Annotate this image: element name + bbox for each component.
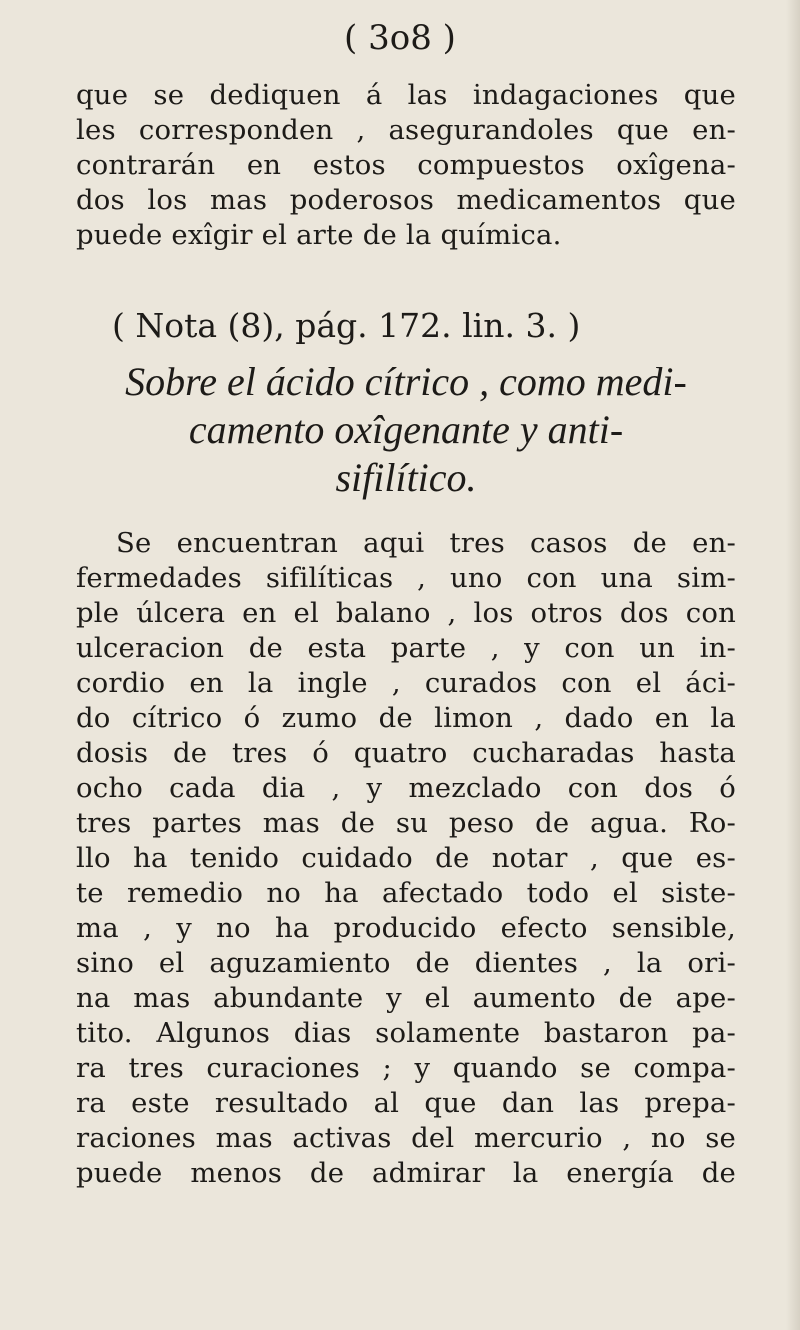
text-line: puede exîgir el arte de la química. [76, 219, 562, 251]
text-line: na mas abundante y el aumento de ape- [76, 982, 736, 1014]
text-line: ra este resultado al que dan las prepa- [76, 1087, 736, 1119]
text-line: ple úlcera en el balano , los otros dos con [76, 597, 736, 629]
note-reference: ( Nota (8), pág. 172. lin. 3. ) [112, 306, 581, 345]
top-paragraph [76, 78, 736, 253]
page-number: ( 3o8 ) [344, 18, 456, 58]
text-line: raciones mas activas del mercurio , no se [76, 1122, 736, 1154]
text-line: les corresponden , asegurandoles que en- [76, 114, 736, 146]
heading-line: Sobre el ácido cítrico , como medi- [125, 359, 687, 404]
text-line: ma , y no ha producido efecto sensible, [76, 912, 736, 944]
text-line: ocho cada dia , y mezclado con dos ó [76, 772, 736, 804]
text-line: sino el aguzamiento de dientes , la ori- [76, 947, 736, 979]
text-line: puede menos de admirar la energía de [76, 1157, 736, 1189]
text-line: tito. Algunos dias solamente bastaron pa- [76, 1017, 736, 1049]
heading-line: sifilítico. [335, 455, 477, 500]
text-line: contrarán en estos compuestos oxîgena- [76, 149, 736, 181]
text-line: Se encuentran aqui tres casos de en- [116, 527, 736, 559]
text-line: dosis de tres ó quatro cucharadas hasta [76, 737, 736, 769]
text-line: tres partes mas de su peso de agua. Ro- [76, 807, 736, 839]
page-edge-shadow [786, 0, 800, 1330]
text-line: ulceracion de esta parte , y con un in- [76, 632, 736, 664]
text-line: do cítrico ó zumo de limon , dado en la [76, 702, 736, 734]
text-line: te remedio no ha afectado todo el siste- [76, 877, 736, 909]
main-paragraph [76, 526, 736, 1191]
text-line: cordio en la ingle , curados con el áci- [76, 667, 736, 699]
section-heading [76, 358, 736, 502]
text-line: ra tres curaciones ; y quando se compa- [76, 1052, 736, 1084]
text-line: dos los mas poderosos medicamentos que [76, 184, 736, 216]
text-line: que se dediquen á las indagaciones que [76, 79, 736, 111]
text-line: llo ha tenido cuidado de notar , que es- [76, 842, 736, 874]
heading-line: camento oxîgenante y anti- [188, 407, 624, 452]
text-line: fermedades sifilíticas , uno con una sim- [76, 562, 736, 594]
